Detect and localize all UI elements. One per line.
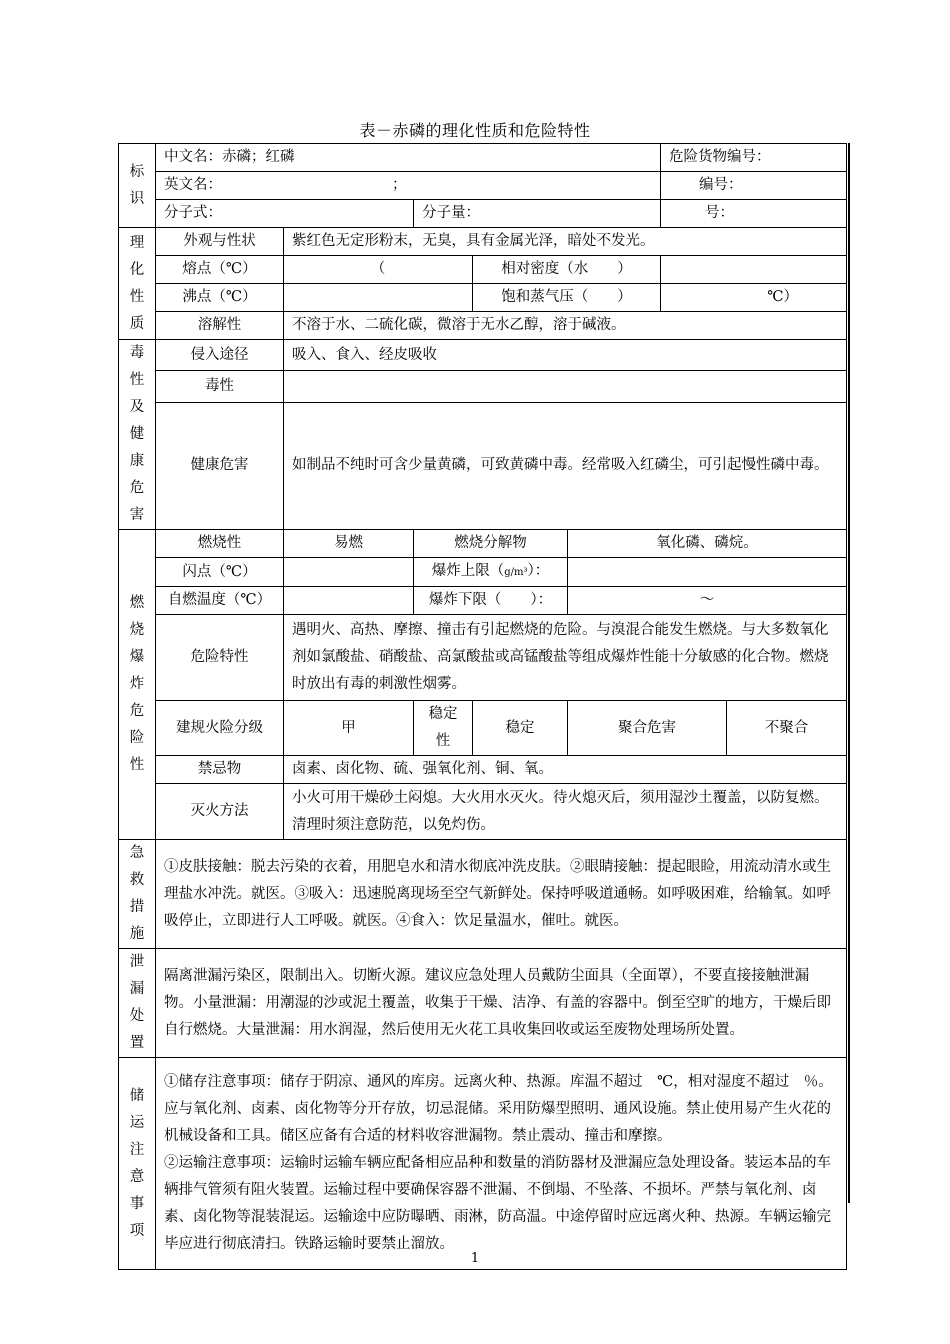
polymerization-value: 不聚合: [727, 701, 847, 756]
molecular-weight: 分子量：: [414, 200, 661, 228]
flash-point-value: [284, 558, 414, 587]
table-outer-border: [848, 143, 850, 1203]
un-number: 号：: [661, 200, 847, 228]
english-name: 英文名： ；: [156, 172, 661, 200]
extinguish-value: 小火可用干燥砂土闷熄。大火用水灭火。待火熄灭后，须用湿沙土覆盖，以防复燃。清理时须注意防范，以免灼伤。: [284, 784, 847, 840]
solubility-value: 不溶于水、二硫化碳，微溶于无水乙醇，溶于碱液。: [284, 312, 847, 340]
stability-label: 稳定性: [414, 701, 473, 756]
vapor-pressure-label: 饱和蒸气压（ ）: [473, 284, 661, 312]
route-value: 吸入、食入、经皮吸收: [284, 340, 847, 371]
melting-point-value: （: [284, 256, 473, 284]
category-storage: 储 运 注 意 事 项: [119, 1058, 156, 1270]
route-label: 侵入途径: [156, 340, 284, 371]
fire-class-label: 建规火险分级: [156, 701, 284, 756]
autoignition-value: [284, 587, 414, 615]
category-physchem: 理 化 性 质: [119, 228, 156, 340]
first-aid-text: ①皮肤接触：脱去污染的衣着，用肥皂水和清水彻底冲洗皮肤。②眼睛接触：提起眼睑，用流动清水或生理盐水冲洗。就医。③吸入：迅速脱离现场至空气新鲜处。保持呼吸道通畅。如呼吸困难，给输氧。如呼吸停止，立即进行人工呼吸。就医。④食入：饮足量温水，催吐。就医。: [156, 840, 847, 949]
flammability-label: 燃烧性: [156, 530, 284, 558]
lower-limit-value: ～: [568, 587, 847, 615]
combustion-products-label: 燃烧分解物: [414, 530, 568, 558]
relative-density-label: 相对密度（水 ）: [473, 256, 661, 284]
chinese-name: 中文名：赤磷；红磷: [156, 144, 661, 172]
document-title: 表－赤磷的理化性质和危险特性: [359, 121, 591, 140]
combustion-products-value: 氧化磷、磷烷。: [568, 530, 847, 558]
upper-limit-value: [568, 558, 847, 587]
vapor-pressure-value: ℃）: [661, 284, 847, 312]
molecular-formula: 分子式：: [156, 200, 414, 228]
transport-notes: ②运输注意事项：运输时运输车辆应配备相应品种和数量的消防器材及泄漏应急处理设备。装运本品的车辆排气管须有阻火装置。运输过程中要确保容器不泄漏、不倒塌、不坠落、不损坏。严禁与氧化剂、卤素、卤化物等混装混运。运输途中应防曝晒、雨淋，防高温。中途停留时应远离火种、热源。车辆运输完毕应进行彻底清扫。铁路运输时要禁止溜放。: [164, 1155, 831, 1252]
relative-density-value: [661, 256, 847, 284]
category-identity: 标 识: [119, 144, 156, 228]
health-hazard-label: 健康危害: [156, 402, 284, 529]
code-number: 编号：: [661, 172, 847, 200]
category-leak: 泄 漏 处 置: [119, 949, 156, 1058]
boiling-point-value: [284, 284, 473, 312]
appearance-value: 紫红色无定形粉末，无臭，具有金属光泽，暗处不发光。: [284, 228, 847, 256]
msds-table: [118, 143, 847, 1270]
melting-point-label: 熔点（℃）: [156, 256, 284, 284]
category-firstaid: 急 救 措 施: [119, 840, 156, 949]
appearance-label: 外观与性状: [156, 228, 284, 256]
extinguish-label: 灭火方法: [156, 784, 284, 840]
category-toxicity: 毒 性 及 健 康 危 害: [119, 340, 156, 530]
flash-point-label: 闪点（℃）: [156, 558, 284, 587]
health-hazard-value: 如制品不纯时可含少量黄磷，可致黄磷中毒。经常吸入红磷尘，可引起慢性磷中毒。: [284, 402, 847, 529]
incompatible-label: 禁忌物: [156, 756, 284, 784]
storage-notes: ①储存注意事项：储存于阴凉、通风的库房。远离火种、热源。库温不超过 ℃，相对湿度不超过 ％。应与氧化剂、卤素、卤化物等分开存放，切忌混储。采用防爆型照明、通风设施。禁止使用易产生火花的机械设备和工具。储区应备有合适的材料收容泄漏物。禁止震动、撞击和摩擦。: [164, 1074, 833, 1144]
fire-class-value: 甲: [284, 701, 414, 756]
category-combustion: 燃 烧 爆 炸 危 险 性: [119, 530, 156, 840]
polymerization-label: 聚合危害: [568, 701, 727, 756]
leak-text: 隔离泄漏污染区，限制出入。切断火源。建议应急处理人员戴防尘面具（全面罩），不要直接接触泄漏物。小量泄漏：用潮湿的沙或泥土覆盖，收集于干燥、洁净、有盖的容器中。倒至空旷的地方，干燥后即自行燃烧。大量泄漏：用水润湿，然后使用无火花工具收集回收或运至废物处理场所处置。: [156, 949, 847, 1058]
toxicity-value: [284, 371, 847, 402]
stability-value: 稳定: [473, 701, 568, 756]
hazard-value: 遇明火、高热、摩擦、撞击有引起燃烧的危险。与溴混合能发生燃烧。与大多数氧化剂如氯酸盐、硝酸盐、高氯酸盐或高锰酸盐等组成爆炸性能十分敏感的化合物。燃烧时放出有毒的刺激性烟雾。: [284, 615, 847, 701]
dangerous-goods-number: 危险货物编号：: [661, 144, 847, 172]
toxicity-label: 毒性: [156, 371, 284, 402]
boiling-point-label: 沸点（℃）: [156, 284, 284, 312]
autoignition-label: 自燃温度（℃）: [156, 587, 284, 615]
upper-limit-label: 爆炸上限（g/m³）：: [414, 558, 568, 587]
storage-transport-text: [156, 1058, 847, 1270]
incompatible-value: 卤素、卤化物、硫、强氧化剂、铜、氧。: [284, 756, 847, 784]
flammability-value: 易燃: [284, 530, 414, 558]
solubility-label: 溶解性: [156, 312, 284, 340]
page-number: 1: [470, 1251, 480, 1266]
hazard-label: 危险特性: [156, 615, 284, 701]
lower-limit-label: 爆炸下限（ ）：: [414, 587, 568, 615]
